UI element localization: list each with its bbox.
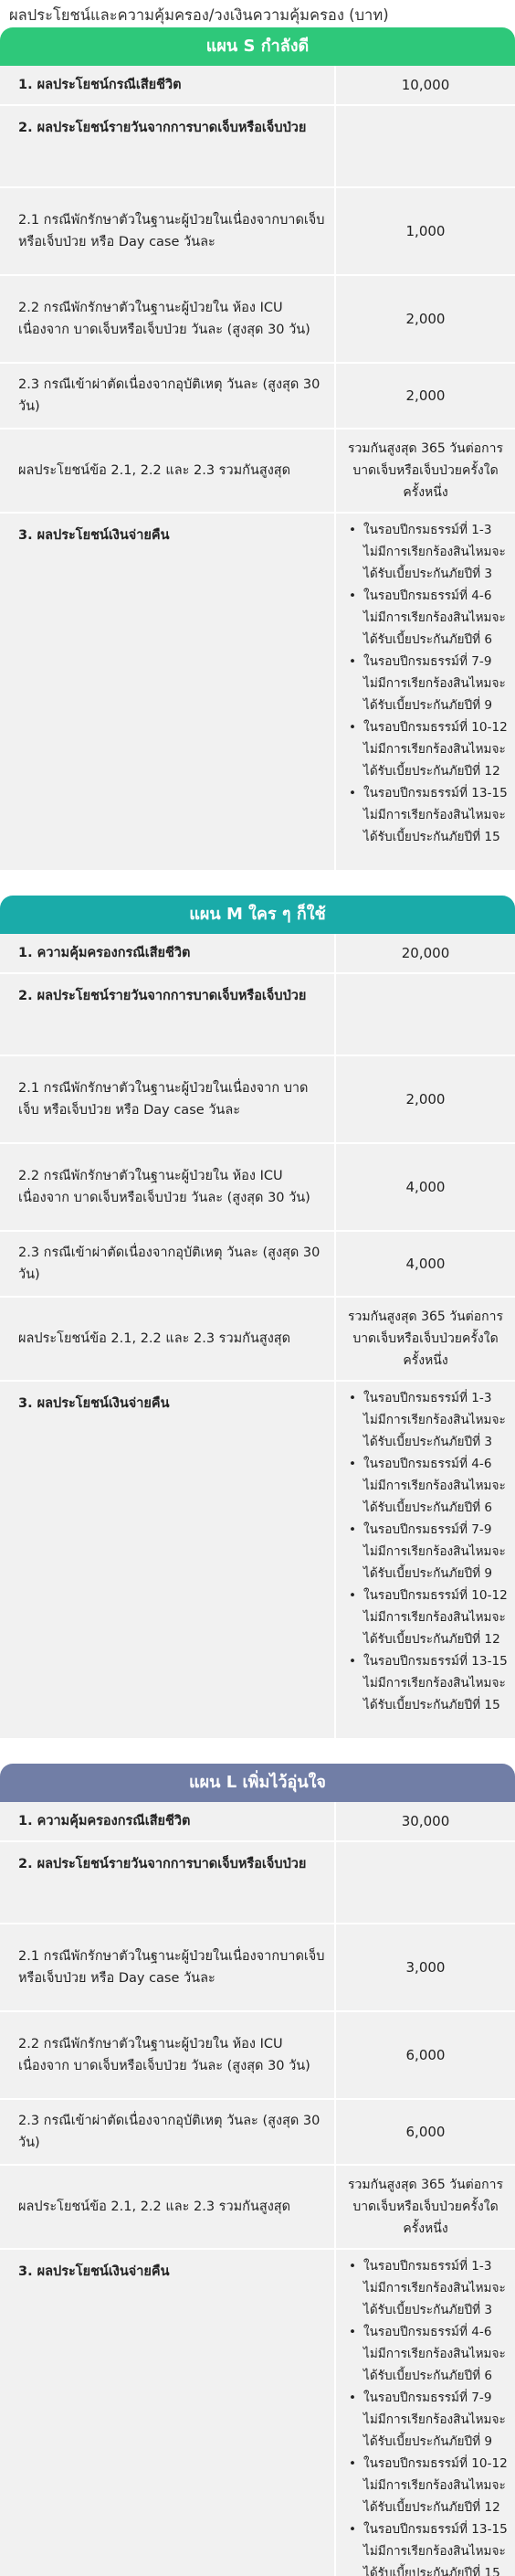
row-value: รวมกันสูงสุด 365 วันต่อการบาดเจ็บหรือเจ็บป่วยครั้งใดครั้งหนึ่ง (334, 2166, 515, 2248)
section-gap (0, 1740, 515, 1764)
list-item: • ในรอบปีกรมธรรม์ที่ 13-15 ไม่มีการเรียกร้องสินไหมจะได้รับเบี้ยประกันภัยปีที่ 15 (349, 2518, 508, 2576)
table-row (0, 514, 515, 872)
list-item: • ในรอบปีกรมธรรม์ที่ 7-9 ไม่มีการเรียกร้องสินไหมจะได้รับเบี้ยประกันภัยปีที่ 9 (349, 2387, 508, 2453)
table-row (0, 66, 515, 106)
refund-list (336, 2255, 515, 2576)
refund-list (336, 519, 515, 848)
table-row (0, 364, 515, 429)
row-label: 2.3 กรณีเข้าผ่าตัดเนื่องจากอุบัติเหตุ วันละ (สูงสุด 30 วัน) (0, 1232, 334, 1296)
plan-m-header: แผน M ใคร ๆ ก็ใช้ (0, 896, 515, 934)
table-row (0, 1924, 515, 2012)
plan-l-header: แผน L เพิ่มไว้อุ่นใจ (0, 1764, 515, 1802)
refund-list (336, 1387, 515, 1716)
table-row (0, 2012, 515, 2100)
plan-l-table (0, 1764, 515, 2576)
row-label: 2.2 กรณีพักรักษาตัวในฐานะผู้ป่วยใน ห้อง ICU เนื่องจาก บาดเจ็บหรือเจ็บป่วย วันละ (สูงสุด 30 วัน) (0, 276, 334, 362)
list-item: • ในรอบปีกรมธรรม์ที่ 1-3 ไม่มีการเรียกร้องสินไหมจะได้รับเบี้ยประกันภัยปีที่ 3 (349, 2255, 508, 2321)
table-row (0, 106, 515, 188)
plan-s-header: แผน S กำลังดี (0, 27, 515, 66)
row-value: 30,000 (334, 1802, 515, 1840)
refund-cell (334, 514, 515, 870)
table-row (0, 974, 515, 1056)
list-item: • ในรอบปีกรมธรรม์ที่ 13-15 ไม่มีการเรียกร้องสินไหมจะได้รับเบี้ยประกันภัยปีที่ 15 (349, 782, 508, 848)
row-label: 2. ผลประโยชน์รายวันจากการบาดเจ็บหรือเจ็บป่วย (0, 1842, 334, 1923)
row-value: 2,000 (334, 364, 515, 428)
row-label: 2.1 กรณีพักรักษาตัวในฐานะผู้ป่วยในเนื่องจาก บาดเจ็บ หรือเจ็บป่วย หรือ Day case วันละ (0, 1056, 334, 1142)
list-item: • ในรอบปีกรมธรรม์ที่ 13-15 ไม่มีการเรียกร้องสินไหมจะได้รับเบี้ยประกันภัยปีที่ 15 (349, 1650, 508, 1716)
row-value: รวมกันสูงสุด 365 วันต่อการบาดเจ็บหรือเจ็บป่วยครั้งใดครั้งหนึ่ง (334, 429, 515, 512)
section-gap (0, 872, 515, 896)
table-row (0, 1056, 515, 1144)
row-label: 1. ความคุ้มครองกรณีเสียชีวิต (0, 1802, 334, 1840)
list-item: • ในรอบปีกรมธรรม์ที่ 4-6 ไม่มีการเรียกร้องสินไหมจะได้รับเบี้ยประกันภัยปีที่ 6 (349, 2321, 508, 2387)
row-value: 2,000 (334, 1056, 515, 1142)
table-row (0, 1802, 515, 1842)
plan-m-table (0, 896, 515, 1740)
list-item: • ในรอบปีกรมธรรม์ที่ 10-12 ไม่มีการเรียกร้องสินไหมจะได้รับเบี้ยประกันภัยปีที่ 12 (349, 2453, 508, 2518)
row-label: 2.1 กรณีพักรักษาตัวในฐานะผู้ป่วยในเนื่องจากบาดเจ็บ หรือเจ็บป่วย หรือ Day case วันละ (0, 188, 334, 274)
table-row (0, 276, 515, 364)
list-item: • ในรอบปีกรมธรรม์ที่ 10-12 ไม่มีการเรียกร้องสินไหมจะได้รับเบี้ยประกันภัยปีที่ 12 (349, 1585, 508, 1650)
plan-s-table (0, 27, 515, 872)
row-value: 2,000 (334, 276, 515, 362)
row-label: 2.2 กรณีพักรักษาตัวในฐานะผู้ป่วยใน ห้อง ICU เนื่องจาก บาดเจ็บหรือเจ็บป่วย วันละ (สูงสุด 30 วัน) (0, 1144, 334, 1230)
table-row (0, 429, 515, 514)
table-row (0, 934, 515, 974)
table-row (0, 1298, 515, 1382)
row-label: 3. ผลประโยชน์เงินจ่ายคืน (0, 514, 334, 870)
table-row (0, 2100, 515, 2166)
row-label: 2.1 กรณีพักรักษาตัวในฐานะผู้ป่วยในเนื่องจากบาดเจ็บ หรือเจ็บป่วย หรือ Day case วันละ (0, 1924, 334, 2010)
row-value: 20,000 (334, 934, 515, 972)
table-row (0, 188, 515, 276)
table-row (0, 1382, 515, 1740)
refund-cell (334, 1382, 515, 1738)
row-value: 6,000 (334, 2012, 515, 2098)
row-value: 6,000 (334, 2100, 515, 2164)
table-row (0, 2250, 515, 2576)
row-label: 1. ผลประโยชน์กรณีเสียชีวิต (0, 66, 334, 104)
row-label: ผลประโยชน์ข้อ 2.1, 2.2 และ 2.3 รวมกันสูงสุด (0, 429, 334, 512)
row-label: 3. ผลประโยชน์เงินจ่ายคืน (0, 2250, 334, 2576)
row-label: ผลประโยชน์ข้อ 2.1, 2.2 และ 2.3 รวมกันสูงสุด (0, 1298, 334, 1380)
row-value: 3,000 (334, 1924, 515, 2010)
table-row (0, 1842, 515, 1924)
list-item: • ในรอบปีกรมธรรม์ที่ 7-9 ไม่มีการเรียกร้องสินไหมจะได้รับเบี้ยประกันภัยปีที่ 9 (349, 1519, 508, 1585)
row-value: 4,000 (334, 1144, 515, 1230)
row-label: ผลประโยชน์ข้อ 2.1, 2.2 และ 2.3 รวมกันสูงสุด (0, 2166, 334, 2248)
row-value-empty (334, 1842, 515, 1923)
list-item: • ในรอบปีกรมธรรม์ที่ 1-3 ไม่มีการเรียกร้องสินไหมจะได้รับเบี้ยประกันภัยปีที่ 3 (349, 519, 508, 585)
table-row (0, 1232, 515, 1298)
row-label: 1. ความคุ้มครองกรณีเสียชีวิต (0, 934, 334, 972)
row-value-empty (334, 974, 515, 1055)
list-item: • ในรอบปีกรมธรรม์ที่ 7-9 ไม่มีการเรียกร้องสินไหมจะได้รับเบี้ยประกันภัยปีที่ 9 (349, 651, 508, 716)
row-label: 2. ผลประโยชน์รายวันจากการบาดเจ็บหรือเจ็บป่วย (0, 974, 334, 1055)
refund-cell (334, 2250, 515, 2576)
row-value: 4,000 (334, 1232, 515, 1296)
list-item: • ในรอบปีกรมธรรม์ที่ 4-6 ไม่มีการเรียกร้องสินไหมจะได้รับเบี้ยประกันภัยปีที่ 6 (349, 585, 508, 651)
list-item: • ในรอบปีกรมธรรม์ที่ 10-12 ไม่มีการเรียกร้องสินไหมจะได้รับเบี้ยประกันภัยปีที่ 12 (349, 716, 508, 782)
row-value: รวมกันสูงสุด 365 วันต่อการบาดเจ็บหรือเจ็บป่วยครั้งใดครั้งหนึ่ง (334, 1298, 515, 1380)
table-row (0, 1144, 515, 1232)
row-value: 1,000 (334, 188, 515, 274)
row-label: 2.3 กรณีเข้าผ่าตัดเนื่องจากอุบัติเหตุ วันละ (สูงสุด 30 วัน) (0, 2100, 334, 2164)
row-label: 2.2 กรณีพักรักษาตัวในฐานะผู้ป่วยใน ห้อง ICU เนื่องจาก บาดเจ็บหรือเจ็บป่วย วันละ (สูงสุด 30 วัน) (0, 2012, 334, 2098)
table-row (0, 2166, 515, 2250)
row-label: 2.3 กรณีเข้าผ่าตัดเนื่องจากอุบัติเหตุ วันละ (สูงสุด 30 วัน) (0, 364, 334, 428)
row-label: 3. ผลประโยชน์เงินจ่ายคืน (0, 1382, 334, 1738)
row-value: 10,000 (334, 66, 515, 104)
list-item: • ในรอบปีกรมธรรม์ที่ 4-6 ไม่มีการเรียกร้องสินไหมจะได้รับเบี้ยประกันภัยปีที่ 6 (349, 1453, 508, 1519)
list-item: • ในรอบปีกรมธรรม์ที่ 1-3 ไม่มีการเรียกร้องสินไหมจะได้รับเบี้ยประกันภัยปีที่ 3 (349, 1387, 508, 1453)
page-title: ผลประโยชน์และความคุ้มครอง/วงเงินความคุ้มครอง (บาท) (9, 6, 389, 24)
row-value-empty (334, 106, 515, 186)
row-label: 2. ผลประโยชน์รายวันจากการบาดเจ็บหรือเจ็บป่วย (0, 106, 334, 186)
